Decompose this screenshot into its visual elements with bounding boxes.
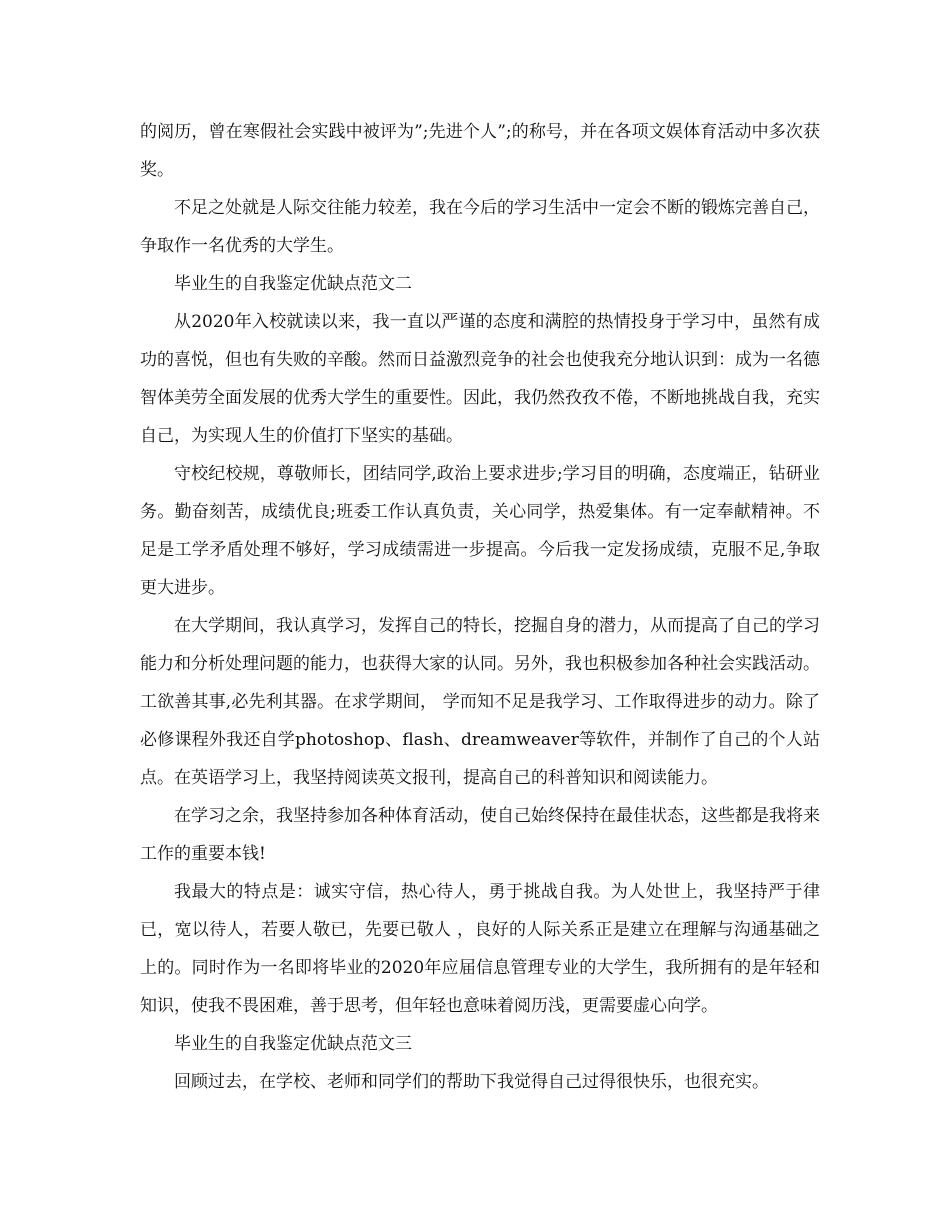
paragraph-discipline: 守校纪校规，尊敬师长，团结同学,政治上要求进步;学习目的明确，态度端正，钻研业务。勤奋刻苦，成绩优良;班委工作认真负责，关心同学，热爱集体。有一定奉献精神。不足是工学矛盾处理不够好，学习成绩需进一步提高。今后我一定发扬成绩，克服不足,争取更大进步。 — [140, 464, 820, 598]
paragraph-continued: 的阅历，曾在寒假社会实践中被评为”;先进个人”;的称号，并在各项文娱体育活动中多次获奖。 — [140, 122, 820, 180]
document-body — [140, 113, 820, 1101]
section-heading-example-three: 毕业生的自我鉴定优缺点范文三 — [174, 1034, 412, 1054]
paragraph-sports: 在学习之余，我坚持参加各种体育活动，使自己始终保持在最佳状态，这些都是我将来工作的重要本钱! — [140, 806, 820, 864]
section-heading-example-two: 毕业生的自我鉴定优缺点范文二 — [174, 274, 412, 294]
paragraph-since-enrollment: 从2020年入校就读以来，我一直以严谨的态度和满腔的热情投身于学习中，虽然有成功的喜悦，但也有失败的辛酸。然而日益激烈竞争的社会也使我充分地认识到：成为一名德智体美劳全面发展的优秀大学生的重要性。因此，我仍然孜孜不倦，不断地挑战自我，充实自己，为实现人生的价值打下坚实的基础。 — [140, 312, 820, 446]
paragraph-characteristics: 我最大的特点是：诚实守信，热心待人，勇于挑战自我。为人处世上，我坚持严于律已，宽以待人，若要人敬已，先要已敬人 ，良好的人际关系正是建立在理解与沟通基础之上的。同时作为一名即将毕业的2020年应届信息管理专业的大学生，我所拥有的是年轻和知识，使我不畏困难，善于思考，但年轻也意味着阅历浅，更需要虚心向学。 — [140, 882, 820, 1016]
paragraph-looking-back: 回顾过去，在学校、老师和同学们的帮助下我觉得自己过得很快乐，也很充实。 — [174, 1072, 769, 1092]
paragraph-university-study: 在大学期间，我认真学习，发挥自己的特长，挖掘自身的潜力，从而提高了自己的学习能力和分析处理问题的能力，也获得大家的认同。另外，我也积极参加各种社会实践活动。工欲善其事,必先利其器。在求学期间， 学而知不足是我学习、工作取得进步的动力。除了必修课程外我还自学photoshop、flash、dreamweaver等软件，并制作了自己的个人站点。在英语学习上，我坚持阅读英文报刊，提高自己的科普知识和阅读能力。 — [140, 616, 820, 788]
paragraph-shortcomings: 不足之处就是人际交往能力较差，我在今后的学习生活中一定会不断的锻炼完善自己，争取作一名优秀的大学生。 — [140, 198, 820, 256]
